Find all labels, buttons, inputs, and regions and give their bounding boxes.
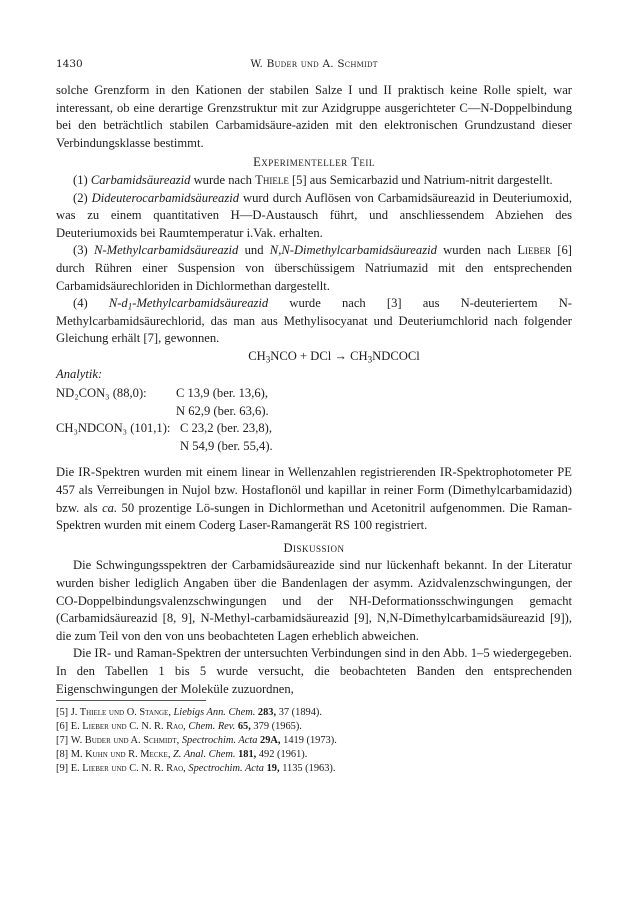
compound-name-part: N-d <box>108 296 128 311</box>
item-text: [5] aus Semicarbazid und Natrium-nitrit dargestellt. <box>288 172 553 187</box>
subscript: 3 <box>265 354 271 365</box>
analytik-entry-2 <box>56 420 572 455</box>
reference-pages: 1135 (1963). <box>279 763 336 775</box>
reference-volume: 29A, <box>257 735 281 747</box>
reference-volume: 65, <box>235 721 251 733</box>
page <box>56 58 572 776</box>
reaction-equation <box>96 348 572 366</box>
analytik-block <box>56 385 572 455</box>
reference-6 <box>56 720 572 734</box>
analytik-value: N 62,9 (ber. 63,6). <box>176 403 269 418</box>
author-name: Lieber <box>517 243 552 258</box>
analytik-value: N 54,9 (ber. 55,4). <box>180 438 273 453</box>
compound-name: Dideuterocarbamidsäureazid <box>91 190 240 205</box>
intro-paragraph: solche Grenzform in den Kationen der stabilen Salze I und II praktisch keine Rolle spielt, war interessant, ob eine derartige Grenzstruktur mit zur Azidgruppe ausgerichteter C—N-Doppelbindung bei den beträchtlich stabilen Carbamidsäure-aziden mit den elektronischen Grundzustand dieser Verbindungsklasse bestimmt. <box>56 83 572 150</box>
equation-part: NDCOCl <box>372 348 420 363</box>
reference-pages: 1419 (1973). <box>280 735 337 747</box>
item-4 <box>56 295 572 348</box>
item-text: wurden nach <box>436 243 518 258</box>
author-name: Thiele <box>255 172 289 187</box>
reference-authors: E. Lieber und C. N. R. Rao, <box>70 763 189 775</box>
section-heading-discussion: Diskussion <box>283 540 345 555</box>
item-number: (3) <box>73 243 94 258</box>
paragraph-text: 50 prozentige Lö-sungen in Dichlormethan und Acetonitril aufgenommen. Die Raman-Spektren wurden mit einem Coderg Laser-Ramangerät RS 100 registriert. <box>56 500 572 533</box>
reference-pages: 379 (1965). <box>250 721 302 733</box>
subscript: 1 <box>127 301 133 312</box>
item-3 <box>56 242 572 295</box>
reference-volume: 283, <box>255 707 277 719</box>
reference-journal: Z. Anal. Chem. <box>173 749 236 761</box>
section-heading-experimental: Experimenteller Teil <box>253 155 375 170</box>
compound-name: N,N-Dimethylcarbamidsäureazid <box>269 243 437 258</box>
item-text: wurde nach <box>190 172 256 187</box>
analytik-row <box>56 420 572 438</box>
reference-volume: 181, <box>235 749 257 761</box>
reference-journal: Spectrochim. Acta <box>181 735 258 747</box>
reference-number: [5] <box>56 707 71 719</box>
compound-name: Carbamidsäureazid <box>90 172 191 187</box>
subscript: 3 <box>367 354 373 365</box>
reference-authors: W. Buder und A. Schmidt, <box>70 735 182 747</box>
analytik-label: Analytik: <box>56 366 103 381</box>
reference-number: [7] <box>56 735 71 747</box>
item-text: und <box>238 243 270 258</box>
reference-authors: E. Lieber und C. N. R. Rao, <box>70 721 189 733</box>
compound-name: N-Methylcarbamidsäureazid <box>93 243 239 258</box>
reference-number: [8] <box>56 749 71 761</box>
reference-authors: J. Thiele und O. Stange, <box>70 707 174 719</box>
reference-number: [6] <box>56 721 71 733</box>
reference-journal: Spectrochim. Acta <box>188 763 264 775</box>
page-header <box>56 58 572 76</box>
footnotes <box>56 700 337 776</box>
compound-name-part: -Methylcarbamidsäureazid <box>132 296 269 311</box>
analytik-compound: CH₃NDCON₃ (101,1): <box>56 421 171 436</box>
compound-name <box>109 296 268 310</box>
analytik-compound: ND₂CON₃ (88,0): <box>56 386 147 401</box>
discussion-paragraph-1: Die Schwingungsspektren der Carbamidsäureazide sind nur lückenhaft bekannt. In der Literatur wurden bisher lediglich Angaben über die Bandenlagen der asymm. Azidvalenzschwingungen, der CO-Doppelbindungsvalenzschwingungen und der NH-Deformationsschwingungen gemacht (Carbamidsäureazid [8, 9], N-Methyl-carbamidsäureazid [9], N,N-Dimethylcarbamidsäureazid [9]), die zum Teil von den von uns beobachteten Lagen erheblich abweichen. <box>56 558 572 643</box>
reference-authors: M. Kuhn und R. Mecke, <box>70 749 174 761</box>
paragraph-text: Die IR-Spektren wurden mit einem linear in Wellenzahlen registrierenden IR-Spektrophotometer PE 457 als Verreibungen in Nujol bzw. Hostaflonöl und kapillar in reiner Form (Dimethylcarbamidazid) bzw. als <box>56 465 572 515</box>
item-text: [6] durch Rühren einer Suspension von überschüssigem Natriumazid mit den entsprechenden Carbamidsäurechloriden in Dichlormethan dargestellt. <box>56 243 572 293</box>
reference-9 <box>56 762 572 776</box>
analytik-row <box>56 385 572 403</box>
analytik-row <box>56 403 572 421</box>
analytik-value: C 13,9 (ber. 13,6), <box>176 386 268 401</box>
article-body <box>56 82 572 776</box>
reference-pages: 492 (1961). <box>256 749 308 761</box>
equation-part: CH <box>248 348 266 363</box>
ir-paragraph <box>56 464 572 534</box>
reference-journal: Chem. Rev. <box>188 721 236 733</box>
reference-pages: 37 (1894). <box>276 707 322 719</box>
analytik-row <box>56 438 572 456</box>
reference-number: [9] <box>56 763 71 775</box>
item-2 <box>56 190 572 243</box>
reference-volume: 19, <box>264 763 280 775</box>
analytik-entry-1 <box>56 385 572 420</box>
analytik-spacer <box>56 438 180 456</box>
item-number: (4) <box>73 296 109 311</box>
reference-7 <box>56 734 572 748</box>
equation-part: NCO + DCl → CH <box>270 348 368 363</box>
item-number: (2) <box>73 190 92 205</box>
item-number: (1) <box>73 172 91 187</box>
item-text: wurd durch Auflösen von Carbamidsäureazid in Deuteriumoxid, was zu einem quantitativen H—D-Austausch führt, und anschliessendem Abziehen des Deuteriumoxids bei Raumtemperatur i.Vak. erhalten. <box>56 190 572 240</box>
item-text: wurde nach [3] aus N-deuteriertem N-Methylcarbamidsäurechlorid, das man aus Methylisocyanat und Deuteriumchlorid nach folgender Gleichung erhält [7], gewonnen. <box>56 296 572 346</box>
page-number: 1430 <box>56 58 83 70</box>
reference-journal: Liebigs Ann. Chem. <box>173 707 256 719</box>
reference-8 <box>56 748 572 762</box>
running-head: W. Buder und A. Schmidt <box>250 58 378 70</box>
item-1 <box>56 172 572 190</box>
discussion-paragraph-2: Die IR- und Raman-Spektren der untersuchten Verbindungen sind in den Abb. 1–5 wiedergegeben. In den Tabellen 1 bis 5 wurde versucht, die beobachteten Banden den entsprechenden Eigenschwingungen der Moleküle zuzuordnen, <box>56 646 572 696</box>
analytik-value: C 23,2 (ber. 23,8), <box>180 421 272 436</box>
reference-5 <box>56 706 572 720</box>
analytik-spacer <box>56 403 176 421</box>
paragraph-text-italic: ca. <box>102 500 118 515</box>
